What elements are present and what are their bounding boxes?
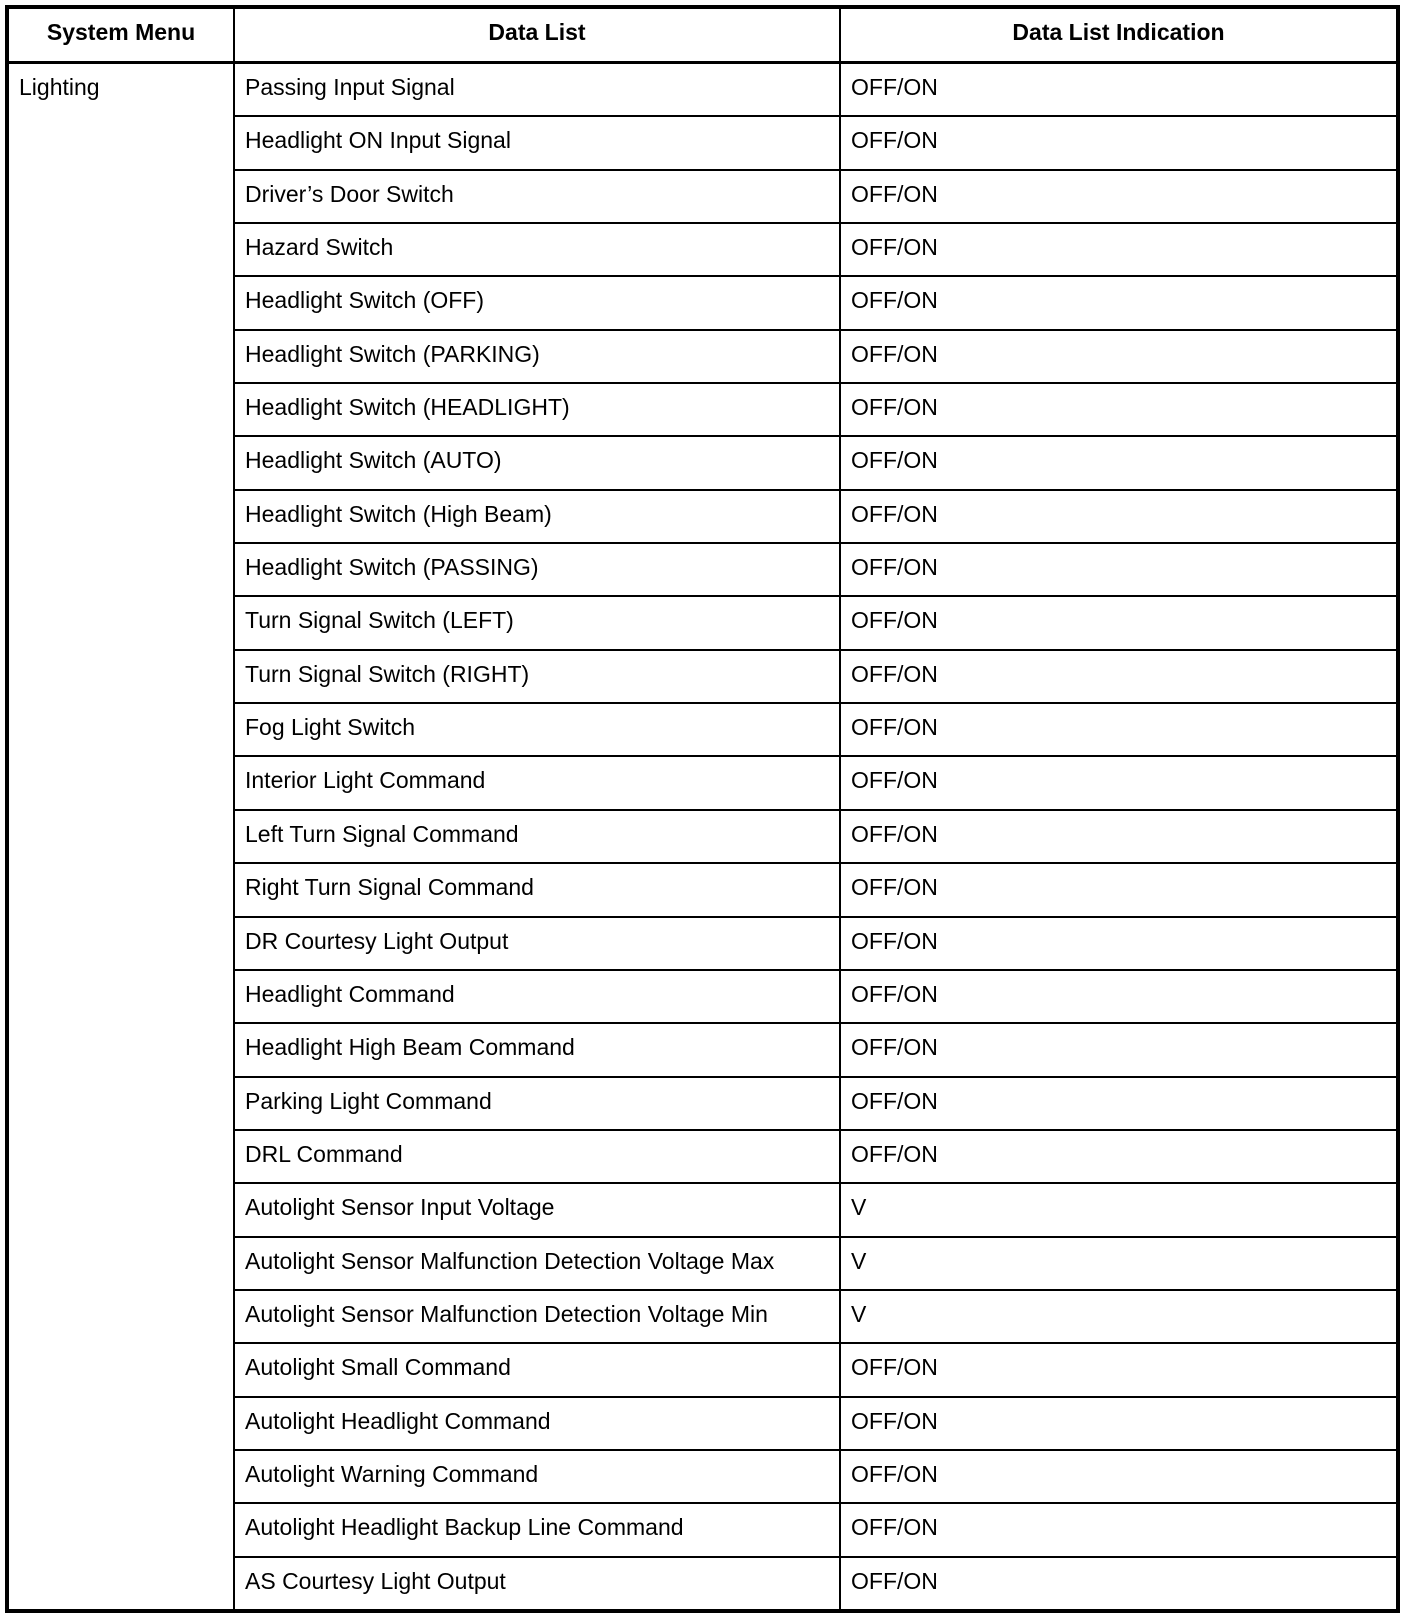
- data-list-item: Headlight High Beam Command: [234, 1023, 840, 1076]
- data-list-item: Autolight Headlight Command: [234, 1397, 840, 1450]
- data-list-indication: V: [840, 1290, 1398, 1343]
- data-list-indication: OFF/ON: [840, 330, 1398, 383]
- system-menu-cell: Lighting: [7, 63, 234, 1612]
- data-list-item: Autolight Small Command: [234, 1343, 840, 1396]
- data-list-item: Autolight Warning Command: [234, 1450, 840, 1503]
- data-list-indication: OFF/ON: [840, 1397, 1398, 1450]
- data-list-indication: OFF/ON: [840, 917, 1398, 970]
- data-list-item: Right Turn Signal Command: [234, 863, 840, 916]
- data-list-item: Autolight Sensor Input Voltage: [234, 1183, 840, 1236]
- data-list-indication: OFF/ON: [840, 1023, 1398, 1076]
- data-list-indication: OFF/ON: [840, 63, 1398, 117]
- data-list-indication: OFF/ON: [840, 863, 1398, 916]
- data-list-item: Headlight Command: [234, 970, 840, 1023]
- data-list-item: Headlight Switch (OFF): [234, 276, 840, 329]
- data-list-item: Headlight Switch (AUTO): [234, 436, 840, 489]
- data-list-item: Parking Light Command: [234, 1077, 840, 1130]
- data-list-item: Headlight Switch (PASSING): [234, 543, 840, 596]
- data-list-item: Turn Signal Switch (RIGHT): [234, 650, 840, 703]
- data-list-item: Autolight Headlight Backup Line Command: [234, 1503, 840, 1556]
- data-list-item: Headlight Switch (High Beam): [234, 490, 840, 543]
- data-list-item: Driver’s Door Switch: [234, 170, 840, 223]
- header-data-list-indication: Data List Indication: [840, 7, 1398, 63]
- data-list-item: Fog Light Switch: [234, 703, 840, 756]
- data-list-indication: OFF/ON: [840, 703, 1398, 756]
- data-list-item: Interior Light Command: [234, 756, 840, 809]
- data-list-indication: OFF/ON: [840, 650, 1398, 703]
- data-list-indication: OFF/ON: [840, 116, 1398, 169]
- header-system-menu: System Menu: [7, 7, 234, 63]
- data-list-indication: OFF/ON: [840, 543, 1398, 596]
- header-row: [7, 7, 1398, 63]
- data-list-item: Turn Signal Switch (LEFT): [234, 596, 840, 649]
- data-list-indication: OFF/ON: [840, 383, 1398, 436]
- data-list-indication: OFF/ON: [840, 1450, 1398, 1503]
- data-list-indication: OFF/ON: [840, 436, 1398, 489]
- data-list-indication: OFF/ON: [840, 223, 1398, 276]
- table-row: [7, 63, 1398, 117]
- data-list-item: DR Courtesy Light Output: [234, 917, 840, 970]
- data-list-item: Left Turn Signal Command: [234, 810, 840, 863]
- data-list-indication: OFF/ON: [840, 170, 1398, 223]
- data-list-item: Autolight Sensor Malfunction Detection Voltage Min: [234, 1290, 840, 1343]
- data-list-indication: OFF/ON: [840, 970, 1398, 1023]
- data-list-indication: OFF/ON: [840, 596, 1398, 649]
- data-list-indication: OFF/ON: [840, 1557, 1398, 1611]
- header-data-list: Data List: [234, 7, 840, 63]
- data-list-indication: OFF/ON: [840, 490, 1398, 543]
- data-list-indication: OFF/ON: [840, 1077, 1398, 1130]
- data-list-indication: OFF/ON: [840, 1503, 1398, 1556]
- data-list-item: AS Courtesy Light Output: [234, 1557, 840, 1611]
- data-list-item: Headlight ON Input Signal: [234, 116, 840, 169]
- data-list-item: Headlight Switch (HEADLIGHT): [234, 383, 840, 436]
- data-list-indication: V: [840, 1183, 1398, 1236]
- data-list-item: Passing Input Signal: [234, 63, 840, 117]
- data-list-table: [5, 5, 1400, 1613]
- data-list-indication: V: [840, 1237, 1398, 1290]
- data-list-indication: OFF/ON: [840, 756, 1398, 809]
- data-list-indication: OFF/ON: [840, 276, 1398, 329]
- data-list-item: Headlight Switch (PARKING): [234, 330, 840, 383]
- data-list-indication: OFF/ON: [840, 810, 1398, 863]
- data-list-item: Autolight Sensor Malfunction Detection Voltage Max: [234, 1237, 840, 1290]
- data-list-item: Hazard Switch: [234, 223, 840, 276]
- data-list-item: DRL Command: [234, 1130, 840, 1183]
- data-list-indication: OFF/ON: [840, 1343, 1398, 1396]
- data-list-indication: OFF/ON: [840, 1130, 1398, 1183]
